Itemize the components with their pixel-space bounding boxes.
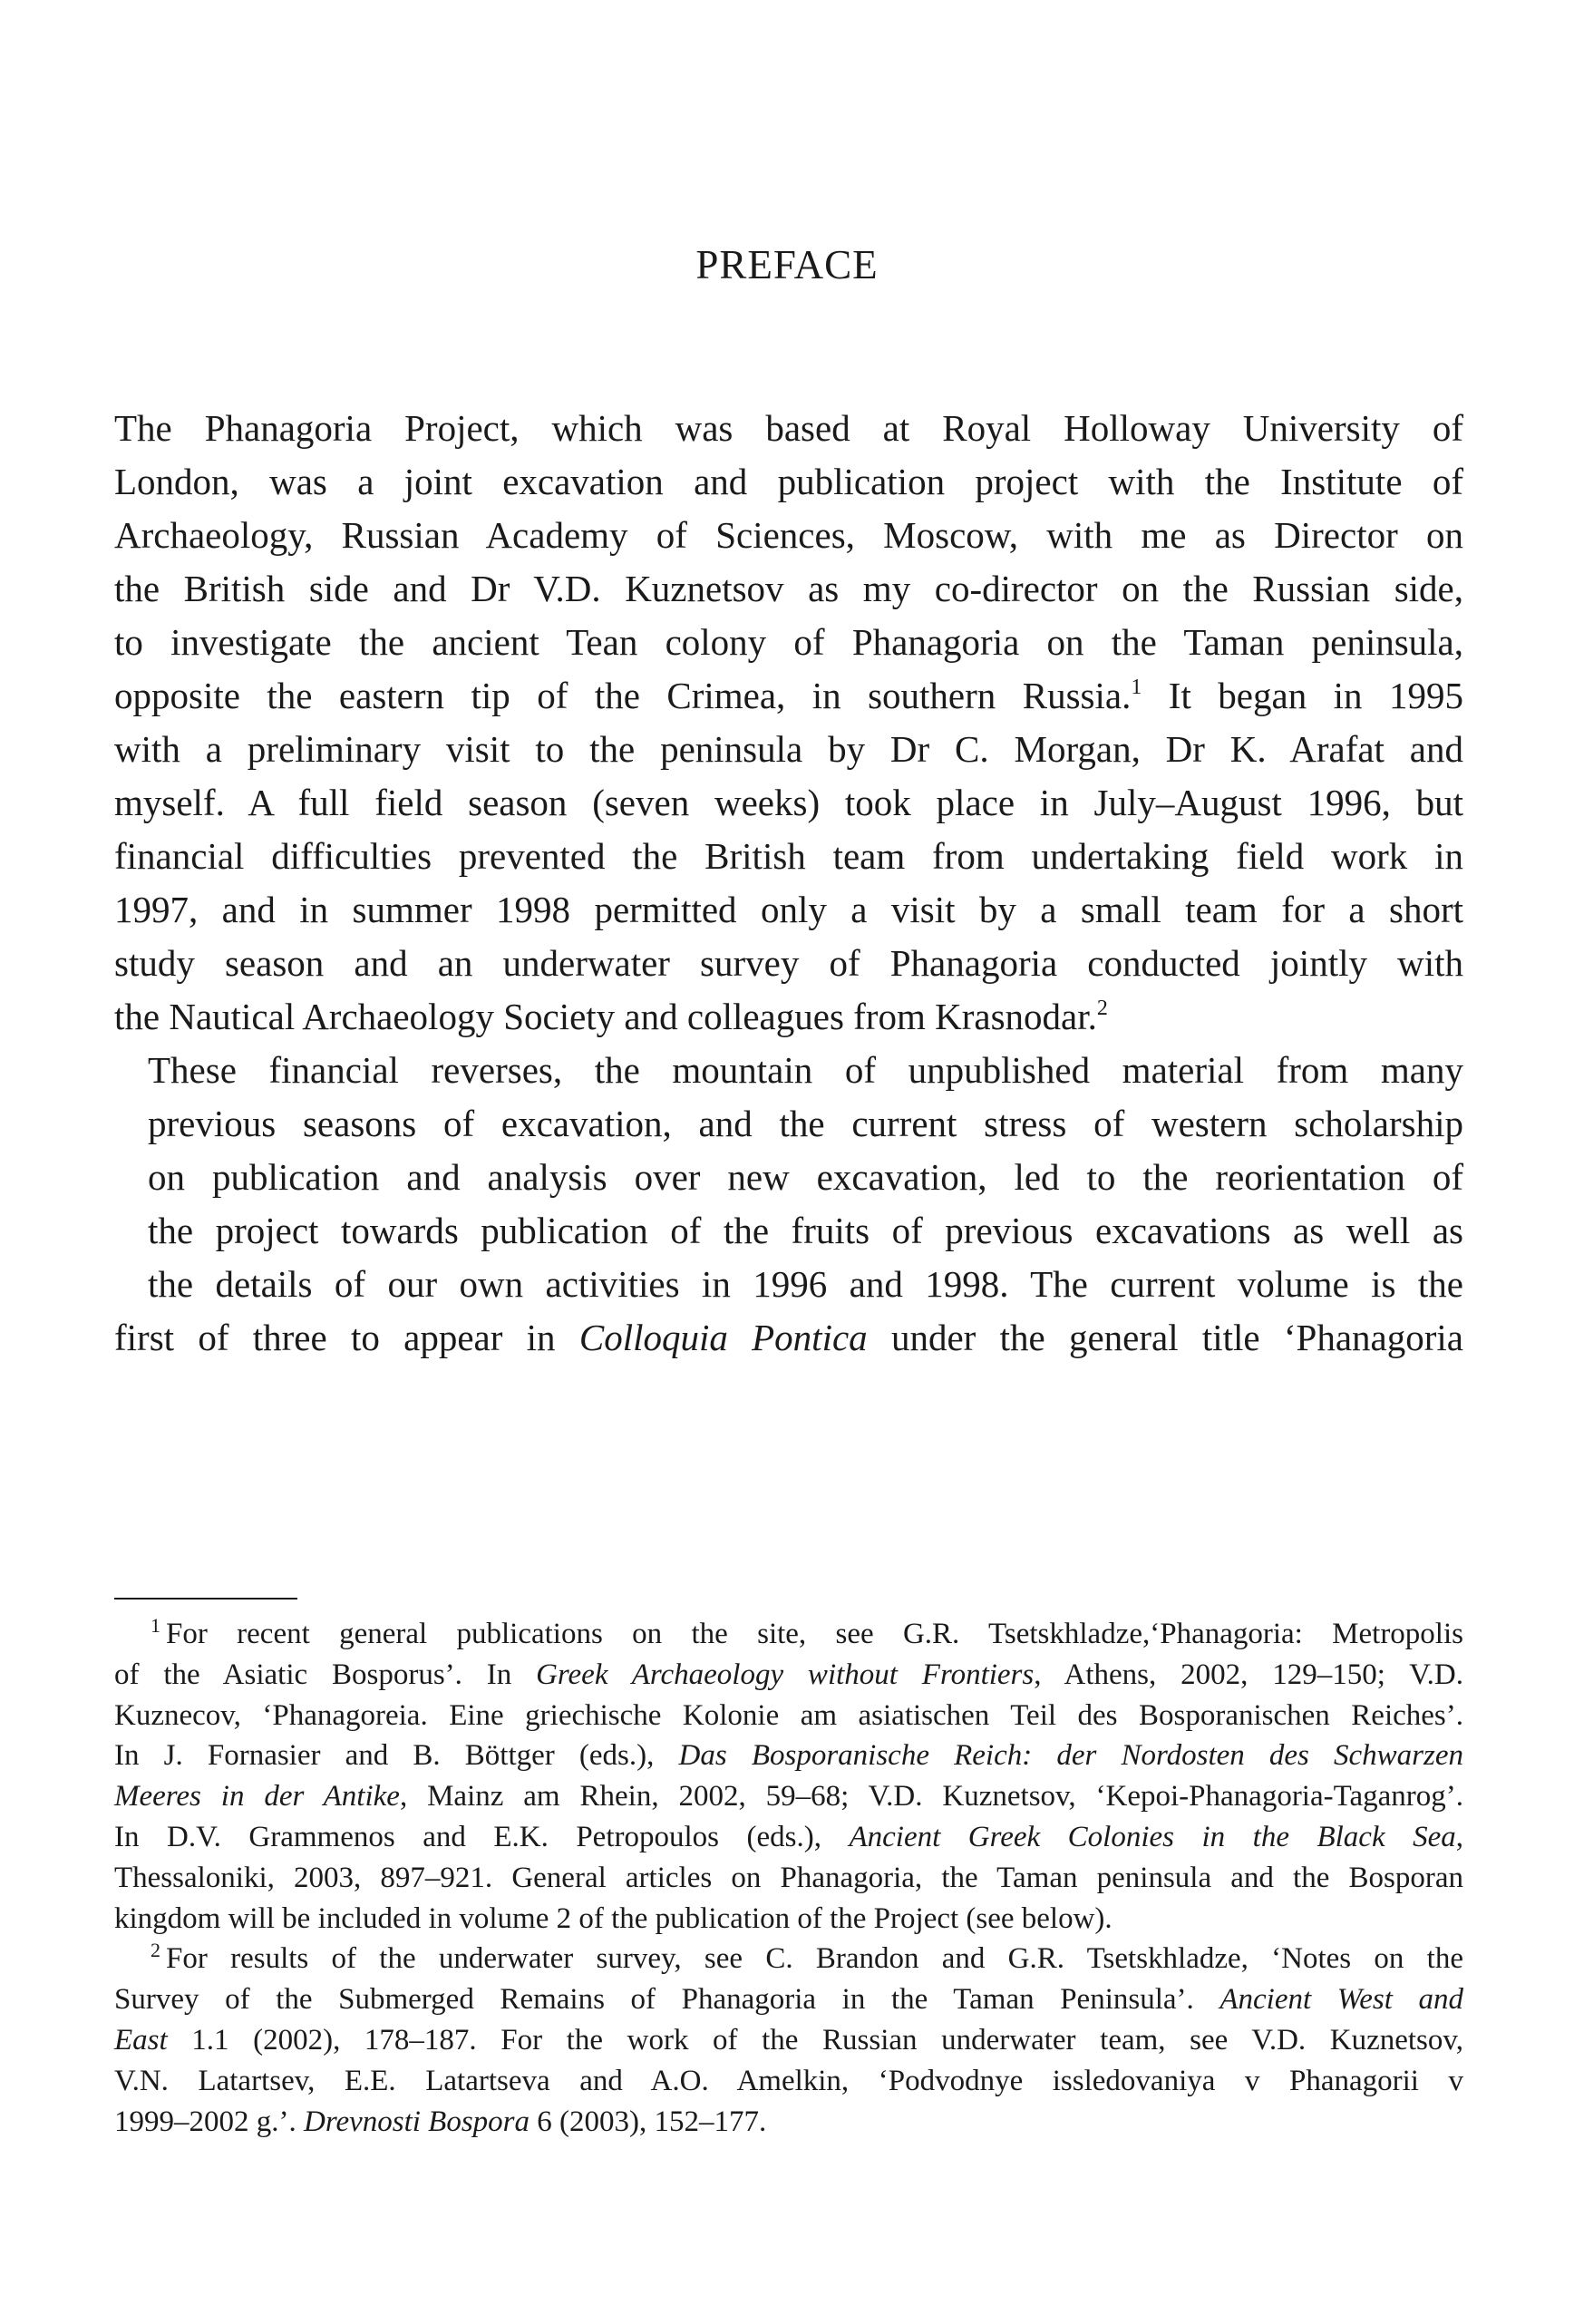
text-segment: In J. Fornasier and B. Böttger (eds.), <box>114 1739 679 1773</box>
footnote-line <box>114 2020 1463 2061</box>
text-line <box>114 669 1463 723</box>
text-segment: 6 (2003), 152–177. <box>530 2105 767 2138</box>
text-segment: , <box>1455 1820 1463 1853</box>
footnotes <box>114 1614 1463 2142</box>
text-line: the details of our own activities in 1996 and 1998. The current volume is the <box>148 1263 1463 1305</box>
text-segment: , Athens, 2002, 129–150; V.D. <box>1034 1658 1464 1691</box>
text-line: with a preliminary visit to the peninsula by Dr C. Morgan, Dr K. Arafat and <box>114 728 1463 770</box>
footnote-marker-2: 2 <box>1096 997 1108 1020</box>
text-line <box>114 1311 1463 1365</box>
footnote-marker-1: 1 <box>1131 676 1142 699</box>
text-segment: For results of the underwater survey, see C. Brandon and G.R. Tsetskhladze, ‘Notes on the <box>166 1942 1463 1976</box>
footnote-line <box>114 1614 1463 1655</box>
paragraph-1 <box>114 402 1463 1044</box>
italic-title: East <box>114 2023 168 2057</box>
footnote-line <box>114 2102 1463 2143</box>
body-text <box>114 402 1463 1365</box>
text-segment: Survey of the Submerged Remains of Phanagoria in the Taman Peninsula’. <box>114 1983 1220 2017</box>
text-line: myself. A full field season (seven weeks) took place in July–August 1996, but <box>114 782 1463 823</box>
footnote-number: 2 <box>151 1939 160 1962</box>
footnote-1 <box>114 1614 1463 1939</box>
page-title: PREFACE <box>695 242 879 287</box>
text-line <box>114 990 1463 1044</box>
footnote-2 <box>114 1939 1463 2142</box>
footnote-number: 1 <box>151 1614 160 1637</box>
text-line: financial difficulties prevented the British team from undertaking field work in <box>114 835 1463 877</box>
footnote-line <box>114 1817 1463 1858</box>
italic-title: Greek Archaeology without Frontiers <box>536 1658 1035 1691</box>
text-line: to investigate the ancient Tean colony of Phanagoria on the Taman peninsula, <box>114 621 1463 663</box>
footnote-line <box>114 1979 1463 2020</box>
text-line: previous seasons of excavation, and the current stress of western scholarship <box>148 1103 1463 1144</box>
italic-title: Meeres in der Antike <box>114 1780 400 1813</box>
text-line: study season and an underwater survey of Phanagoria conducted jointly with <box>114 942 1463 984</box>
italic-title: Ancient Greek Colonies in the Black Sea <box>849 1820 1456 1853</box>
text-segment: 1.1 (2002), 178–187. For the work of the Russian underwater team, see V.D. Kuznetsov, <box>167 2023 1463 2057</box>
text-segment: first of three to appear in <box>114 1317 579 1358</box>
text-segment: 1999–2002 g.’. <box>114 2105 304 2138</box>
text-line: The Phanagoria Project, which was based at Royal Holloway University of <box>114 407 1463 449</box>
italic-title: Das Bosporanische Reich: der Nordosten des Schwarzen <box>678 1739 1464 1773</box>
italic-title: Drevnosti Bospora <box>304 2105 530 2138</box>
text-segment: opposite the eastern tip of the Crimea, in southern Russia. <box>114 675 1132 716</box>
footnote-line: Thessaloniki, 2003, 897–921. General articles on Phanagoria, the Taman peninsula and the Bosporan <box>114 1861 1463 1894</box>
text-line: the project towards publication of the fruits of previous excavations as well as <box>148 1210 1463 1251</box>
footnote-line: V.N. Latartsev, E.E. Latartseva and A.O. Amelkin, ‘Podvodnye issledovaniya v Phanagorii v <box>114 2064 1463 2097</box>
paragraph-2 <box>114 1044 1463 1365</box>
footnote-line: Kuznecov, ‘Phanagoreia. Eine griechische Kolonie am asiatischen Teil des Bosporanischen Reiches’. <box>114 1698 1463 1732</box>
footnote-line <box>114 1655 1463 1696</box>
text-line: the British side and Dr V.D. Kuznetsov as my co-director on the Russian side, <box>114 568 1463 609</box>
text-segment: under the general title ‘Phanagoria <box>867 1317 1463 1358</box>
italic-title: Colloquia Pontica <box>578 1317 868 1358</box>
text-segment: the Nautical Archaeology Society and colleagues from Krasnodar. <box>114 996 1097 1037</box>
text-segment: In D.V. Grammenos and E.K. Petropoulos (eds.), <box>114 1820 850 1853</box>
text-line: on publication and analysis over new excavation, led to the reorientation of <box>148 1156 1463 1198</box>
text-line: London, was a joint excavation and publication project with the Institute of <box>114 461 1463 502</box>
text-line: 1997, and in summer 1998 permitted only a visit by a small team for a short <box>114 889 1463 930</box>
text-segment: It began in 1995 <box>1142 675 1463 716</box>
footnote-line <box>114 1776 1463 1817</box>
text-line: These financial reverses, the mountain of unpublished material from many <box>148 1049 1463 1091</box>
italic-title: Ancient West and <box>1219 1983 1463 2017</box>
footnote-line: kingdom will be included in volume 2 of the publication of the Project (see below). <box>114 1901 1112 1935</box>
footnote-separator <box>114 1598 297 1600</box>
footnote-line <box>114 1939 1463 1979</box>
text-line: Archaeology, Russian Academy of Sciences, Moscow, with me as Director on <box>114 514 1463 556</box>
text-segment: of the Asiatic Bosporus’. In <box>114 1658 537 1691</box>
text-segment: , Mainz am Rhein, 2002, 59–68; V.D. Kuznetsov, ‘Kepoi-Phanagoria-Taganrog’. <box>399 1780 1463 1813</box>
footnote-line <box>114 1736 1463 1776</box>
text-segment: For recent general publications on the site, see G.R. Tsetskhladze,‘Phanagoria: Metropolis <box>166 1618 1463 1650</box>
